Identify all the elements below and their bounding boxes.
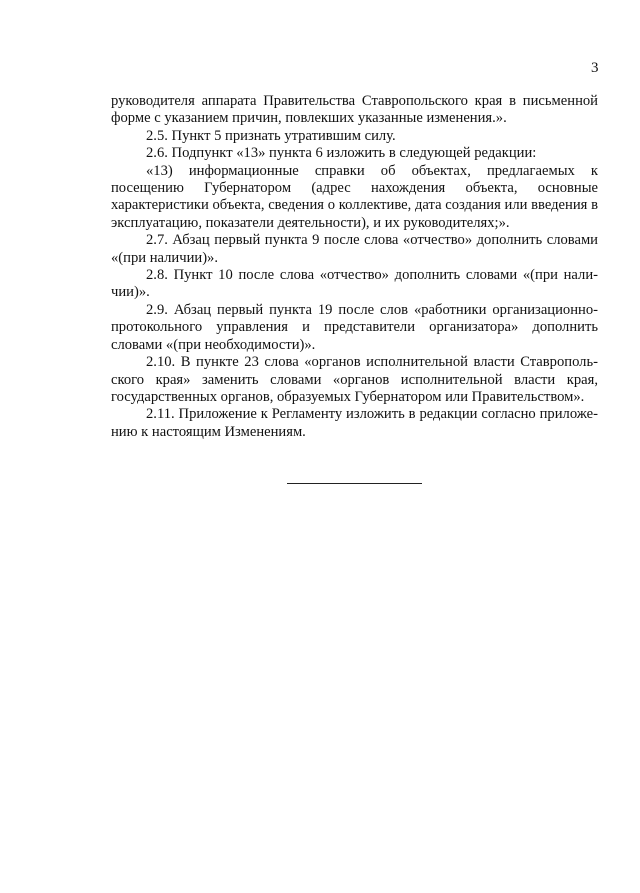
paragraph-2-5: 2.5. Пункт 5 признать утратившим силу. <box>146 127 396 144</box>
document-body <box>111 93 598 441</box>
paragraph-2-8: 2.8. Пункт 10 после слова «отчество» дополнить словами «(при наличии)». <box>111 267 598 301</box>
paragraph-2-11: 2.11. Приложение к Регламенту изложить в редакции согласно приложению к настоящим Изменениям. <box>111 406 598 440</box>
page-number: 3 <box>591 60 599 76</box>
paragraph-2-7: 2.7. Абзац первый пункта 9 после слова «отчество» дополнить словами «(при наличии)». <box>111 232 598 266</box>
end-separator-line <box>287 483 422 484</box>
paragraph-2-6-quote: «13) информационные справки об объектах, предлагаемых к посещению Губернатором (адрес нахождения объекта, основные характеристики объекта, сведения о коллективе, дата создания или введения в эксплуатацию, показатели деятельности), и их руководителях;». <box>111 162 598 231</box>
paragraph-2-9: 2.9. Абзац первый пункта 19 после слов «работники организационно-протокольного управления и представители организатора» дополнить словами «(при необходимости)». <box>111 301 598 353</box>
paragraph-2-6: 2.6. Подпункт «13» пункта 6 изложить в следующей редакции: <box>146 145 537 162</box>
paragraph-continuation: руководителя аппарата Правительства Ставропольского края в письменной форме с указанием причин, повлекших указанные изменения.». <box>111 93 598 127</box>
paragraph-2-10: 2.10. В пункте 23 слова «органов исполнительной власти Ставропольского края» заменить словами «органов исполнительной власти края, государственных органов, образуемых Губернатором или Правительством». <box>111 354 598 405</box>
